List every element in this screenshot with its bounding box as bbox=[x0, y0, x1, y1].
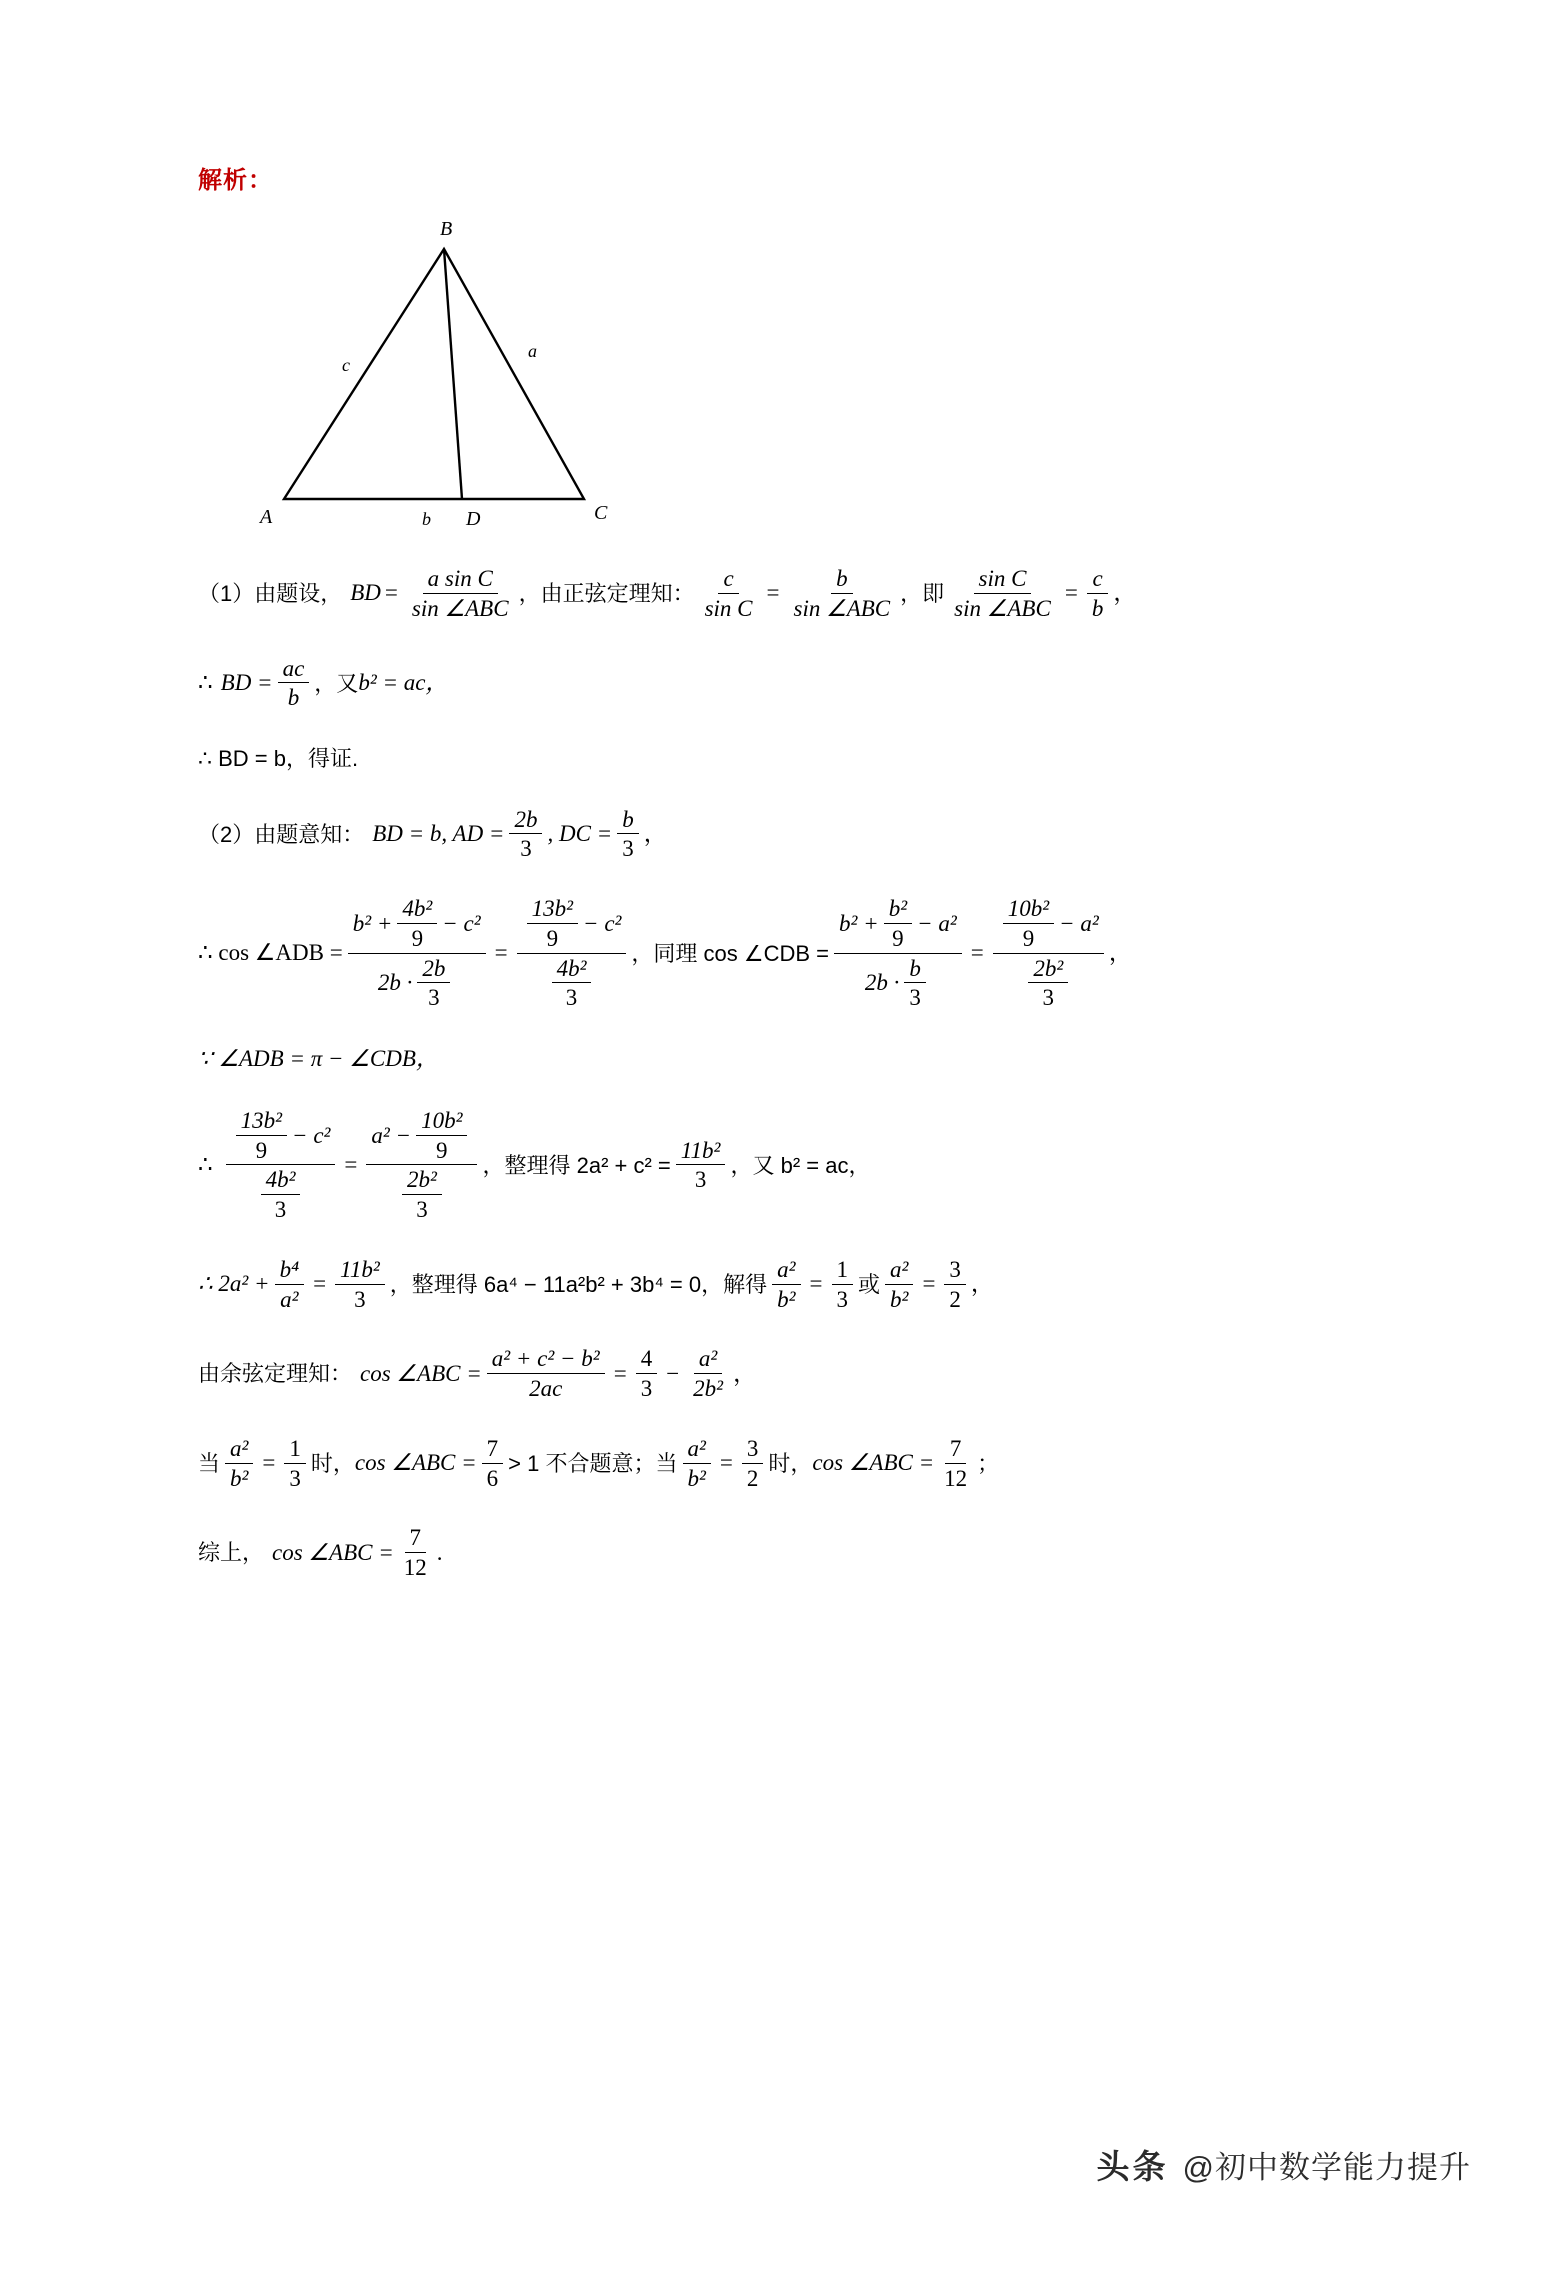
cos-abc-fraction: $\frac{\text{a² + c² − b²}}{2ac}$ bbox=[487, 1346, 605, 1402]
ji-text: ，即 bbox=[900, 581, 945, 606]
cos-adb-simplified: $\frac{\text{13b²}}{9}$ − c² $\frac{\text{4b²}}{3}$ bbox=[517, 896, 627, 1011]
triangle-figure bbox=[244, 209, 1378, 544]
cos-adb-inner-frac: $\frac{\text{4b²}}{9}$ bbox=[397, 896, 437, 952]
step-1-label: （1）由题设， bbox=[198, 581, 343, 606]
b4-over-a2: $\frac{\text{b⁴}}{\text{a²}}$ bbox=[275, 1257, 305, 1313]
svg-text:C: C bbox=[594, 502, 608, 524]
bd-equals-b-conclusion: ∴ BD = b，得证. bbox=[198, 746, 359, 771]
four-thirds: $\frac{4}{3}$ bbox=[636, 1346, 658, 1402]
svg-text:c: c bbox=[342, 355, 350, 375]
rr-2b2-over-3: $\frac{\text{2b²}}{3}$ bbox=[402, 1167, 442, 1223]
cosine-law-line: 由余弦定理知： cos ∠ABC = $\frac{\text{a² + c² − b²}}{2ac}$ = $\frac{4}{3}$ − $\frac{\text{a²}}{\text{2b²}}$ ， bbox=[198, 1346, 757, 1401]
ratio-left: $\frac{\text{sin C}}{\text{sin ∠ABC}}$ bbox=[954, 566, 1051, 621]
step-2-label: （2）由题意知： bbox=[198, 821, 365, 847]
case2-result: $\frac{7}{12}$ bbox=[944, 1435, 968, 1491]
conclusion-label: 综上， bbox=[198, 1540, 265, 1566]
bd-fraction: $\frac{\text{a sin C}}{\text{sin ∠ABC}}$ bbox=[411, 566, 509, 621]
simplify-text-1: ，整理得 2a² + c² = bbox=[482, 1152, 671, 1178]
a2-over-2b2: $\frac{\text{a²}}{\text{2b²}}$ bbox=[693, 1346, 724, 1401]
sine-law-right: $\frac{b}{\text{sin ∠ABC}}$ bbox=[793, 566, 891, 621]
therefore-2: ∴ bbox=[198, 1151, 213, 1177]
watermark-account-name: @初中数学能力提升 bbox=[1182, 2150, 1471, 2185]
svg-text:B: B bbox=[440, 218, 453, 240]
step-2-cos-line: ∴ cos ∠ADB = b² + $\frac{\text{4b²}}{9}$ − c² 2b · $\frac{2b}{3}$ = $\frac{\text{13b²}}{9}$ − c² $\frac{\text{4b²}}{3}$ ，同理 cos ∠CDB = b² + $\frac{\text{b²}}{9}$ − a² 2b · $\frac{b}{3}$ = $\frac{\text{10b²}}{9}$ − a² $\frac{\text{2b²}}{3}$ ， bbox=[198, 896, 1132, 1011]
case1-result: $\frac{7}{6}$ bbox=[482, 1436, 504, 1492]
therefore-3: ∴ 2a² + bbox=[198, 1271, 270, 1297]
angle-relation-line bbox=[198, 1045, 1378, 1074]
step-1-line-1: （1）由题设， BD = $\frac{\text{a sin C}}{\text{sin ∠ABC}}$ ，由正弦定理知： $\frac{c}{\text{sin C}}$ = $\frac{b}{\text{sin ∠ABC}}$ ，即 $\frac{\text{sin C}}{\text{sin ∠ABC}}$ = $\frac{c}{b}$ ， bbox=[198, 566, 1137, 621]
triangle-diagram-svg bbox=[244, 209, 664, 539]
sine-law-left: $\frac{c}{\text{sin C}}$ bbox=[704, 566, 753, 621]
cos-cdb-den-frac: $\frac{b}{3}$ bbox=[904, 956, 926, 1012]
cos-adb-13b2-over-9: $\frac{\text{13b²}}{9}$ bbox=[527, 896, 578, 952]
or-text: 或 bbox=[858, 1271, 881, 1297]
dc-fraction: $\frac{b}{3}$ bbox=[617, 807, 639, 863]
one-third: $\frac{1}{3}$ bbox=[832, 1257, 854, 1313]
case-1-label: 当 bbox=[198, 1450, 221, 1476]
quartic-solve-line: ∴ 2a² + $\frac{\text{b⁴}}{\text{a²}}$ = $\frac{\text{11b²}}{3}$ ，整理得 6a⁴ − 11a²b² + 3b⁴ = 0，解得 $\frac{\text{a²}}{\text{b²}}$ = $\frac{1}{3}$ 或 $\frac{\text{a²}}{\text{b²}}$ = $\frac{3}{2}$ ， bbox=[198, 1256, 994, 1312]
conclusion-value: $\frac{7}{12}$ bbox=[403, 1525, 427, 1580]
simplify-text-2: ，又 b² = ac， bbox=[730, 1152, 871, 1178]
cos-cdb-2b2-over-3: $\frac{\text{2b²}}{3}$ bbox=[1028, 956, 1068, 1012]
toutiao-logo: 头条 bbox=[1096, 2148, 1169, 2185]
cos-adb-4b2-over-3: $\frac{\text{4b²}}{3}$ bbox=[552, 956, 592, 1012]
case1-value: $\frac{1}{3}$ bbox=[284, 1436, 306, 1492]
svg-text:a: a bbox=[528, 341, 537, 361]
case-2-label: 当 bbox=[655, 1450, 678, 1476]
a2-over-b2-1: $\frac{\text{a²}}{\text{b²}}$ bbox=[772, 1257, 800, 1313]
ratio-lhs: $\frac{\text{13b²}}{9}$ − c² $\frac{\text{4b²}}{3}$ bbox=[218, 1108, 336, 1223]
ad-fraction: $\frac{2b}{3}$ bbox=[509, 807, 542, 863]
svg-text:D: D bbox=[466, 508, 481, 530]
case1-ratio: $\frac{\text{a²}}{\text{b²}}$ bbox=[225, 1436, 253, 1492]
svg-text:b: b bbox=[422, 509, 431, 529]
conclusion-line: 综上， cos ∠ABC = $\frac{7}{12}$ . bbox=[198, 1525, 443, 1580]
sine-law-text: ，由正弦定理知： bbox=[518, 581, 695, 606]
quartic-text: ，整理得 6a⁴ − 11a²b² + 3b⁴ = 0，解得 bbox=[389, 1271, 768, 1297]
step-1-line-3 bbox=[198, 745, 1378, 773]
case1-reject: > 1 不合题意； bbox=[508, 1450, 656, 1476]
case2-value: $\frac{3}{2}$ bbox=[742, 1436, 764, 1492]
11b2-over-3-b: $\frac{\text{11b²}}{3}$ bbox=[335, 1257, 385, 1313]
three-halves: $\frac{3}{2}$ bbox=[944, 1257, 966, 1313]
b-squared-eq-ac: b² = ac， bbox=[358, 669, 449, 695]
tongli-text: ，同理 cos ∠CDB = bbox=[631, 940, 830, 966]
watermark bbox=[1097, 2141, 1471, 2188]
cos-cdb-inner-frac: $\frac{\text{b²}}{9}$ bbox=[884, 896, 912, 952]
cos-cdb-10b2-over-9: $\frac{\text{10b²}}{9}$ bbox=[1003, 896, 1054, 952]
cos-cdb-expression: b² + $\frac{\text{b²}}{9}$ − a² 2b · $\frac{b}{3}$ bbox=[834, 896, 962, 1011]
step-1-line-2: ∴ BD = $\frac{ac}{b}$ ，又 b² = ac， bbox=[198, 655, 449, 711]
cos-adb-label: ∴ cos ∠ADB = bbox=[198, 940, 343, 966]
rl-13b2-over-9: $\frac{\text{13b²}}{9}$ bbox=[236, 1108, 287, 1164]
a2-over-b2-2: $\frac{\text{a²}}{\text{b²}}$ bbox=[885, 1257, 913, 1313]
angle-supplementary: ∵ ∠ADB = π − ∠CDB， bbox=[198, 1046, 439, 1071]
therefore-1: ∴ bbox=[198, 669, 213, 695]
document-content bbox=[198, 160, 1378, 1589]
ratio-equation-line: ∴ $\frac{\text{13b²}}{9}$ − c² $\frac{\text{4b²}}{3}$ = a² − $\frac{\text{10b²}}{9}$ $\frac{\text{2b²}}{3}$ ，整理得 2a² + c² = $\frac{\text{11b²}}{3}$ ，又 b² = ac， bbox=[198, 1107, 871, 1222]
ac-over-b: $\frac{ac}{b}$ bbox=[278, 656, 310, 712]
case2-ratio: $\frac{\text{a²}}{\text{b²}}$ bbox=[683, 1436, 711, 1492]
ratio-rhs: a² − $\frac{\text{10b²}}{9}$ $\frac{\text{2b²}}{3}$ bbox=[366, 1108, 477, 1223]
cosine-law-label: 由余弦定理知： bbox=[198, 1361, 353, 1387]
page-title: 解析： bbox=[198, 167, 273, 194]
step-2-line-1: （2）由题意知： BD = b, AD = $\frac{2b}{3}$ , DC = $\frac{b}{3}$ ， bbox=[198, 806, 667, 862]
cos-cdb-simplified: $\frac{\text{10b²}}{9}$ − a² $\frac{\text{2b²}}{3}$ bbox=[993, 896, 1104, 1011]
cos-adb-den-frac: $\frac{2b}{3}$ bbox=[417, 956, 450, 1012]
svg-text:A: A bbox=[260, 506, 273, 528]
cos-adb-expression: b² + $\frac{\text{4b²}}{9}$ − c² 2b · $\frac{2b}{3}$ bbox=[348, 896, 486, 1011]
rl-4b2-over-3: $\frac{\text{4b²}}{3}$ bbox=[261, 1167, 301, 1223]
rr-10b2-over-9: $\frac{\text{10b²}}{9}$ bbox=[416, 1108, 467, 1164]
case-check-line: 当 $\frac{\text{a²}}{\text{b²}}$ = $\frac{1}{3}$ 时， cos ∠ABC = $\frac{7}{6}$ > 1 不合题意； 当 $\frac{\text{a²}}{\text{b²}}$ = $\frac{3}{2}$ 时， cos ∠ABC = $\frac{7}{12}$ ； bbox=[198, 1435, 1000, 1491]
ratio-right: $\frac{c}{b}$ bbox=[1087, 566, 1109, 622]
bd-symbol: BD bbox=[350, 580, 381, 606]
11b2-over-3: $\frac{\text{11b²}}{3}$ bbox=[676, 1138, 726, 1194]
